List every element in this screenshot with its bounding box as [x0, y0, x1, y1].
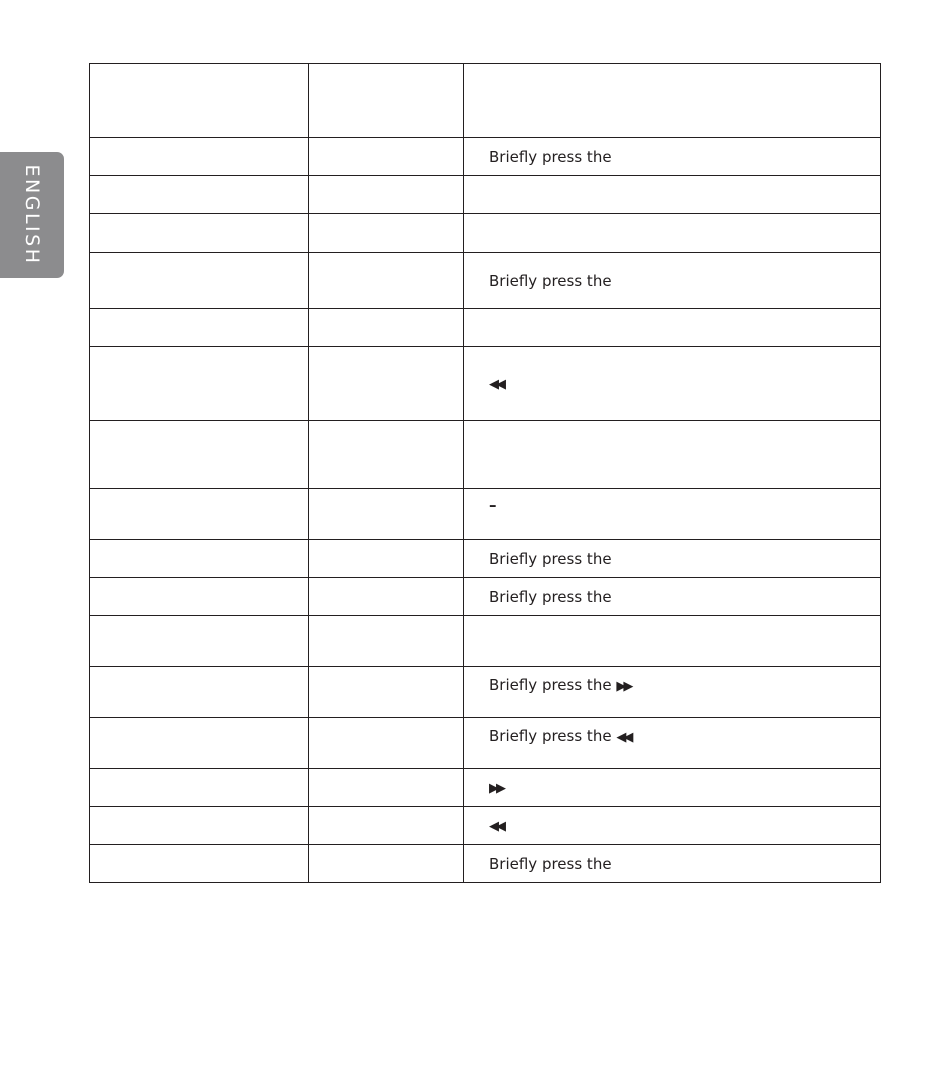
table-cell [90, 421, 309, 489]
table-row [90, 253, 881, 309]
language-tab-label: ENGLISH [21, 164, 43, 266]
table-cell [90, 540, 309, 578]
table-cell [90, 176, 309, 214]
table-cell [90, 578, 309, 616]
table-row [90, 540, 881, 578]
rewind-icon: ◀◀ [616, 730, 631, 745]
table-cell [309, 489, 464, 540]
minus-icon: – [489, 496, 497, 514]
table-cell [90, 64, 309, 138]
table-cell [464, 489, 881, 540]
table-row [90, 421, 881, 489]
table-cell [464, 769, 881, 807]
table-cell [464, 421, 881, 489]
table-cell [90, 138, 309, 176]
table-cell [309, 807, 464, 845]
table-row [90, 667, 881, 718]
table-cell [90, 253, 309, 309]
table-cell [464, 718, 881, 769]
table-row [90, 347, 881, 421]
table-cell [309, 667, 464, 718]
table-cell [464, 309, 881, 347]
table-cell [309, 718, 464, 769]
table-cell [464, 253, 881, 309]
table-cell [309, 769, 464, 807]
table-row [90, 176, 881, 214]
table-row [90, 64, 881, 138]
table-row [90, 769, 881, 807]
fast-forward-icon: ▶▶ [616, 679, 631, 694]
table-cell [309, 64, 464, 138]
table-row [90, 578, 881, 616]
table-cell [90, 214, 309, 253]
table-cell [464, 578, 881, 616]
table-row [90, 845, 881, 883]
table-row [90, 489, 881, 540]
table-row [90, 309, 881, 347]
table-cell [309, 578, 464, 616]
table-cell [90, 347, 309, 421]
table-cell [464, 64, 881, 138]
table-cell [90, 807, 309, 845]
rewind-icon: ◀◀ [489, 818, 503, 834]
table-cell [90, 667, 309, 718]
table-cell [464, 807, 881, 845]
instruction-text: Briefly press the [489, 271, 612, 290]
table-cell [464, 138, 881, 176]
rewind-icon: ◀◀ [489, 376, 503, 392]
table-row [90, 214, 881, 253]
table-cell [309, 214, 464, 253]
table-cell [309, 347, 464, 421]
table-row [90, 718, 881, 769]
table-cell [309, 540, 464, 578]
table-cell [309, 309, 464, 347]
instruction-text: Briefly press the [489, 587, 612, 606]
table-cell [464, 214, 881, 253]
table-cell [464, 845, 881, 883]
table-cell [464, 176, 881, 214]
table-cell [90, 718, 309, 769]
table-cell [309, 253, 464, 309]
table-cell [90, 845, 309, 883]
table-cell [464, 616, 881, 667]
table-cell [309, 616, 464, 667]
language-tab [0, 152, 64, 278]
table-cell [464, 667, 881, 718]
table-cell [309, 421, 464, 489]
instruction-text: Briefly press the [489, 727, 612, 745]
table-row [90, 616, 881, 667]
table-cell [309, 176, 464, 214]
table-cell [90, 769, 309, 807]
table-cell [90, 309, 309, 347]
table-cell [464, 540, 881, 578]
table-cell [90, 489, 309, 540]
fast-forward-icon: ▶▶ [489, 780, 503, 796]
function-table [89, 63, 881, 883]
table-cell [464, 347, 881, 421]
instruction-text: Briefly press the [489, 676, 612, 694]
table-cell [90, 616, 309, 667]
instruction-text: Briefly press the [489, 854, 612, 873]
table-row [90, 138, 881, 176]
instruction-text: Briefly press the [489, 549, 612, 568]
table-cell [309, 138, 464, 176]
table-row [90, 807, 881, 845]
instruction-text: Briefly press the [489, 147, 612, 166]
table-cell [309, 845, 464, 883]
